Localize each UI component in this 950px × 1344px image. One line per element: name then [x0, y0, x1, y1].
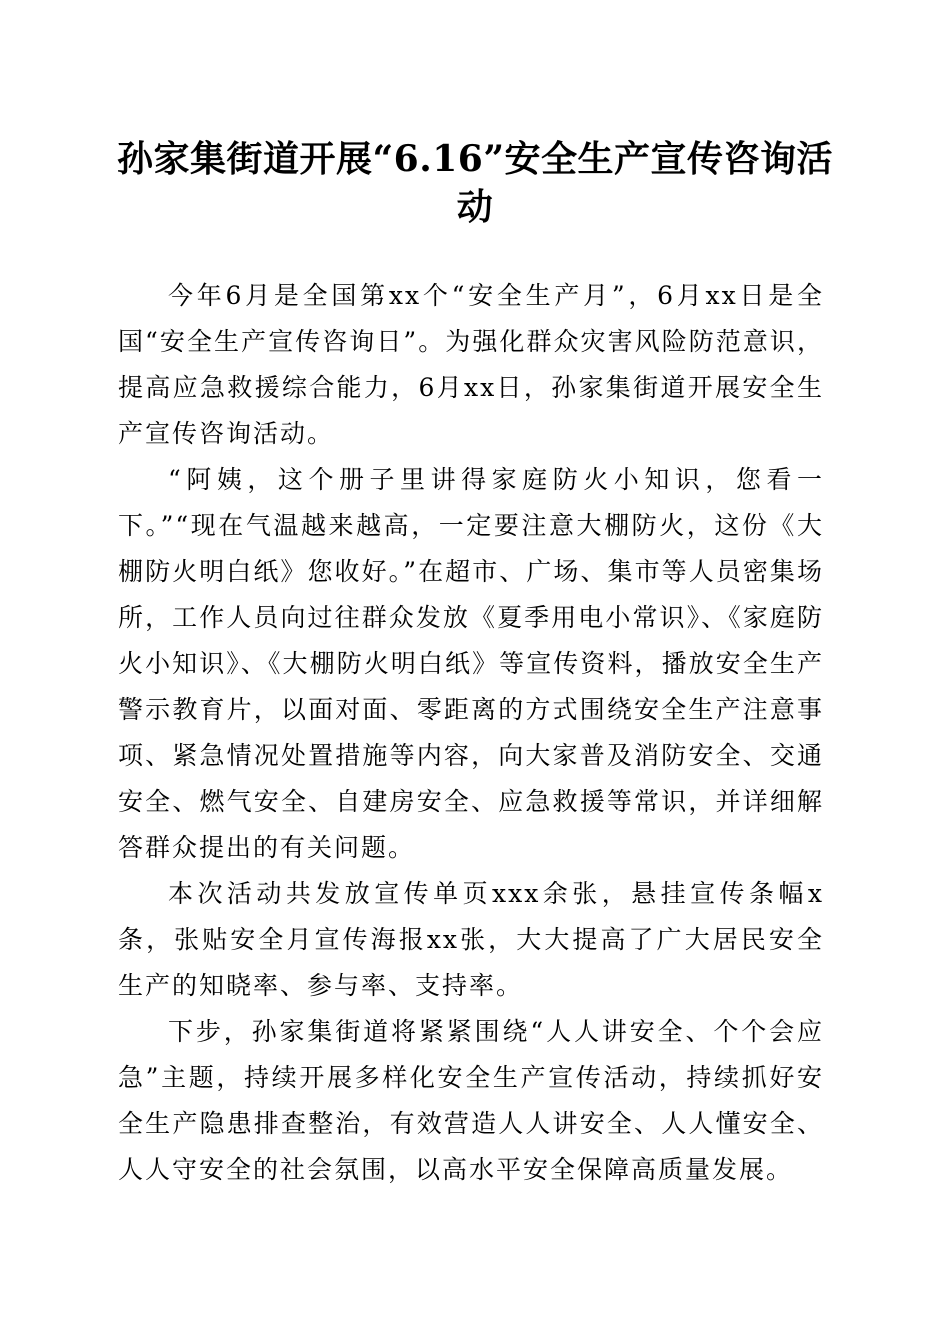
- document-title: 孙家集街道开展“6.16”安全生产宣传咨询活动: [116, 138, 834, 228]
- document-body: [118, 273, 824, 1193]
- paragraph-intro: 今年6月是全国第xx个“安全生产月”，6月xx日是全国“安全生产宣传咨询日”。为强化群众灾害风险防范意识，提高应急救援综合能力，6月xx日，孙家集街道开展安全生产宣传咨询活动。: [118, 281, 824, 448]
- paragraph-next-steps: 下步，孙家集街道将紧紧围绕“人人讲安全、个个会应急”主题，持续开展多样化安全生产宣传活动，持续抓好安全生产隐患排查整治，有效营造人人讲安全、人人懂安全、人人守安全的社会氛围，以高水平安全保障高质量发展。: [118, 1017, 824, 1184]
- paragraph-activities: “阿姨，这个册子里讲得家庭防火小知识，您看一下。”“现在气温越来越高，一定要注意大棚防火，这份《大棚防火明白纸》您收好。”在超市、广场、集市等人员密集场所，工作人员向过往群众发放《夏季用电小常识》、《家庭防火小知识》、《大棚防火明白纸》等宣传资料，播放安全生产警示教育片，以面对面、零距离的方式围绕安全生产注意事项、紧急情况处置措施等内容，向大家普及消防安全、交通安全、燃气安全、自建房安全、应急救援等常识，并详细解答群众提出的有关问题。: [118, 465, 824, 862]
- paragraph-results: 本次活动共发放宣传单页xxx余张，悬挂宣传条幅x条，张贴安全月宣传海报xx张，大大提高了广大居民安全生产的知晓率、参与率、支持率。: [118, 879, 824, 1000]
